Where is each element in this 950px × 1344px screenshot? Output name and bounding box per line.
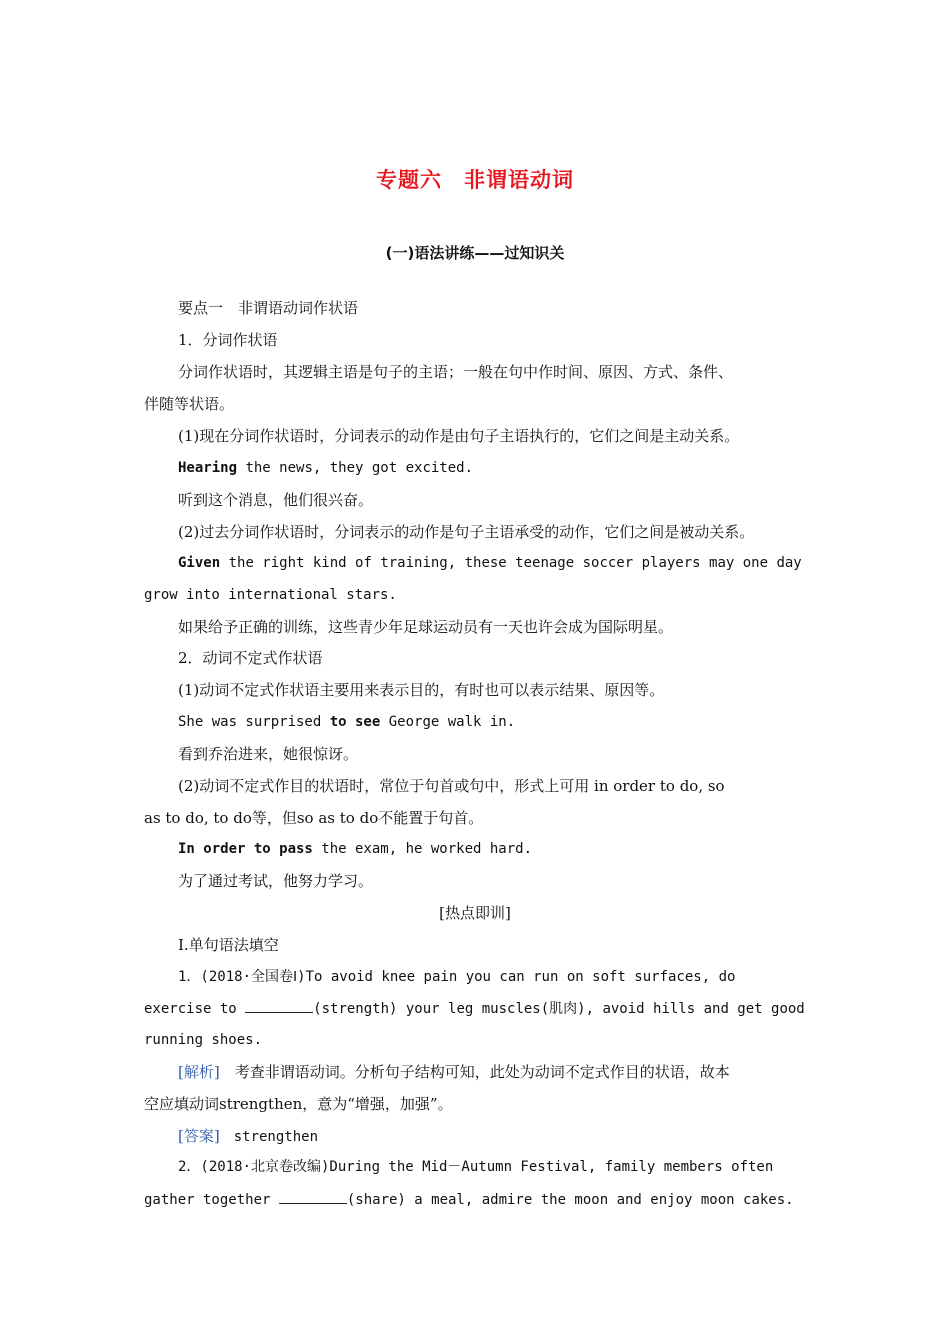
example-sentence-cont: grow into international stars. (144, 587, 397, 603)
exercise-part-heading: Ⅰ.单句语法填空 (178, 936, 279, 954)
example-translation: 为了通过考试，他努力学习。 (178, 872, 374, 890)
analysis-line: 空应填动词strengthen，意为“增强，加强”。 (144, 1095, 453, 1113)
question-line: gather together (share) a meal, admire the moon and enjoy moon cakes. (144, 1189, 794, 1210)
example-text: the news, they got excited. (237, 460, 474, 476)
example-keyword: Given (178, 555, 221, 571)
rule-line: (2)过去分词作状语时，分词表示的动作是句子主语承受的动作，它们之间是被动关系。 (178, 523, 755, 541)
example-keyword: Hearing (178, 460, 238, 476)
answer-blank[interactable] (245, 998, 313, 1013)
question-line: exercise to (strength) your leg muscles(肌肉), avoid hills and get good (144, 998, 805, 1019)
answer-label: [答案] (178, 1127, 220, 1145)
paragraph-line: 伴随等状语。 (144, 395, 235, 413)
example-translation: 如果给予正确的训练，这些青少年足球运动员有一天也许会成为国际明星。 (178, 618, 674, 636)
question-line: 1．(2018·全国卷Ⅰ)To avoid knee pain you can run on soft surfaces, do (178, 969, 736, 985)
question-line: 2．(2018·北京卷改编)During the Mid－Autumn Festival, family members often (178, 1159, 774, 1175)
example-keyword: In order to pass (178, 841, 313, 857)
example-sentence (178, 839, 532, 859)
subsection-heading: 2．动词不定式作状语 (178, 649, 323, 667)
example-text: the right kind of training, these teenage soccer players may one day (220, 555, 802, 571)
paragraph-line: 分词作状语时，其逻辑主语是句子的主语；一般在句中作时间、原因、方式、条件、 (178, 363, 734, 381)
rule-line: as to do, to do等，但so as to do不能置于句首。 (144, 809, 484, 827)
example-translation: 看到乔治进来，她很惊讶。 (178, 745, 359, 763)
example-sentence (178, 458, 473, 478)
example-text: George walk in. (380, 714, 516, 730)
analysis-line: [解析] 考查非谓语动词。分析句子结构可知，此处为动词不定式作目的状语，故本 (178, 1063, 730, 1081)
subsection-heading: 1．分词作状语 (178, 331, 278, 349)
key-point-heading: 要点一 非谓语动词作状语 (178, 299, 359, 317)
answer-line: [答案] strengthen (178, 1127, 319, 1145)
example-sentence (178, 712, 515, 732)
section-subtitle: (一)语法讲练——过知识关 (385, 244, 565, 262)
rule-line: (2)动词不定式作目的状语时，常位于句首或句中，形式上可用 in order to do, so (178, 777, 725, 795)
analysis-label: [解析] (178, 1063, 220, 1081)
rule-line: (1)现在分词作状语时，分词表示的动作是由句子主语执行的，它们之间是主动关系。 (178, 427, 740, 445)
answer-blank[interactable] (279, 1189, 347, 1204)
page-title: 专题六 非谓语动词 (376, 168, 574, 192)
example-text: the exam, he worked hard. (312, 841, 533, 857)
practice-label: [热点即训] (439, 904, 511, 922)
rule-line: (1)动词不定式作状语主要用来表示目的，有时也可以表示结果、原因等。 (178, 681, 665, 699)
example-text: She was surprised (178, 714, 330, 730)
example-keyword: to see (329, 714, 381, 730)
question-line: running shoes. (144, 1032, 263, 1048)
example-translation: 听到这个消息，他们很兴奋。 (178, 491, 374, 509)
example-sentence (178, 553, 802, 573)
